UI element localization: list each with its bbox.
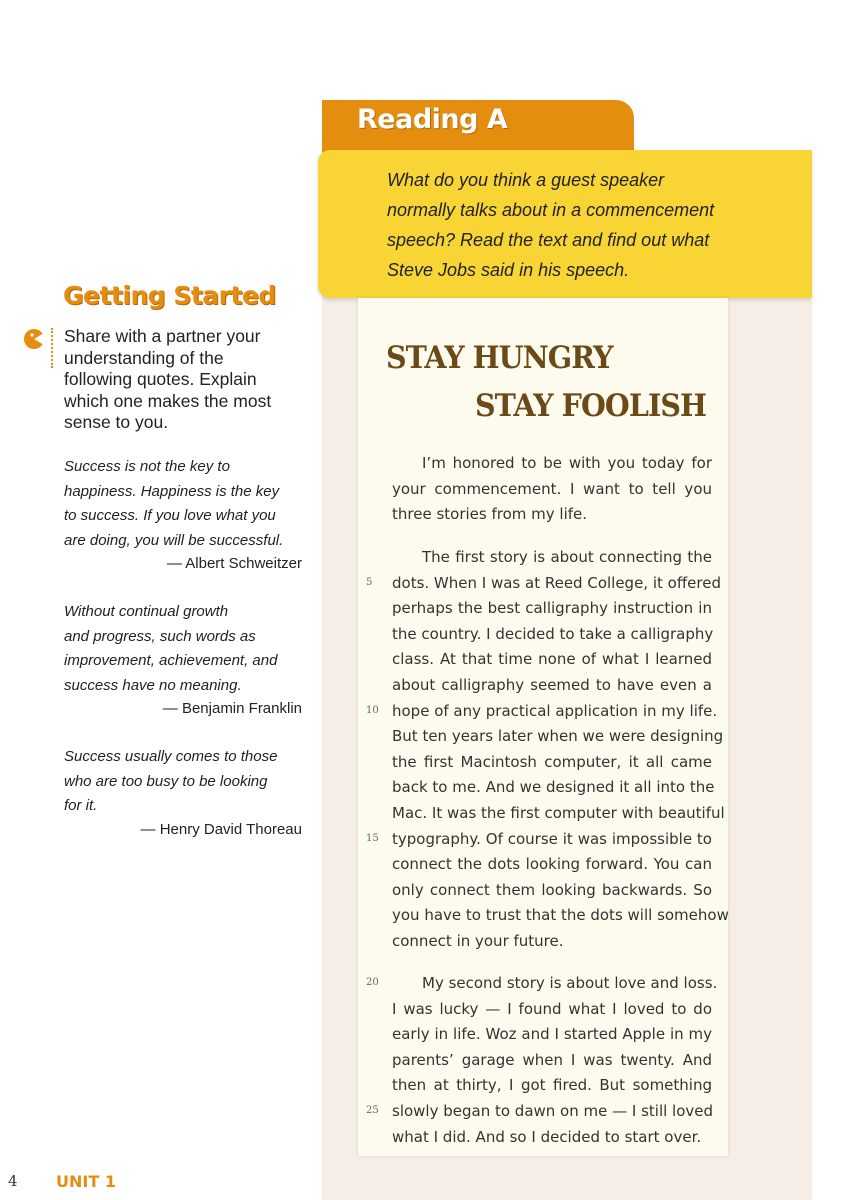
dotted-rule xyxy=(51,328,57,368)
text-line: connect in your future. xyxy=(392,931,564,950)
page-number: 4 xyxy=(8,1172,18,1190)
text-line: then at thirty, I got fired. But something xyxy=(392,1076,712,1095)
quote-line: are doing, you will be successful. xyxy=(64,531,284,549)
quote-2-author: — Benjamin Franklin xyxy=(162,700,302,717)
text-line: Mac. It was the first computer with beautiful xyxy=(392,803,725,822)
text-line: I’m honored to be with you today for xyxy=(422,454,712,472)
unit-label: UNIT 1 xyxy=(56,1172,116,1191)
instruction-line: following quotes. Explain xyxy=(64,369,257,389)
article-paragraph-2 xyxy=(392,545,729,955)
quote-line: to success. If you love what you xyxy=(64,507,276,524)
quote-1 xyxy=(64,455,304,553)
text-line: hope of any practical application in my life. xyxy=(392,701,718,720)
quote-line: for it. xyxy=(64,797,98,814)
line-number: 15 xyxy=(366,833,379,844)
text-line: what I did. And so I decided to start over. xyxy=(392,1127,702,1146)
text-line: The first story is about connecting the xyxy=(422,548,712,566)
quote-line: Success is not the key to xyxy=(64,458,230,475)
quote-line: who are too busy to be looking xyxy=(64,772,268,790)
article-title-line-2: STAY FOOLISH xyxy=(475,388,707,424)
quote-3-author: — Henry David Thoreau xyxy=(140,821,302,838)
prompt-line: Steve Jobs said in his speech. xyxy=(387,260,630,280)
text-line: three stories from my life. xyxy=(392,505,588,524)
line-number: 10 xyxy=(366,705,379,716)
instruction-line: which one makes the most xyxy=(64,390,272,411)
pre-reading-prompt xyxy=(387,165,787,285)
speech-bubble-icon xyxy=(24,329,44,349)
quote-2 xyxy=(64,600,304,698)
text-line: I was lucky — I found what I loved to do xyxy=(392,999,712,1018)
text-line: perhaps the best calligraphy instruction in xyxy=(392,599,712,618)
quote-3 xyxy=(64,745,304,819)
text-line: My second story is about love and loss. xyxy=(422,974,718,992)
text-line: dots. When I was at Reed College, it offered xyxy=(392,573,721,592)
text-line: slowly began to dawn on me — I still loved xyxy=(392,1101,714,1120)
quote-line: Without continual growth xyxy=(64,603,229,620)
text-line: the first Macintosh computer, it all came xyxy=(392,752,712,771)
instruction-line: sense to you. xyxy=(64,412,169,432)
quote-line: Success usually comes to those xyxy=(64,748,278,765)
getting-started-heading: Getting Started xyxy=(63,281,276,310)
quote-line: success have no meaning. xyxy=(64,676,242,694)
text-line: your commencement. I want to tell you xyxy=(392,479,712,498)
text-line: parents’ garage when I was twenty. And xyxy=(392,1050,712,1069)
line-number: 25 xyxy=(366,1105,379,1116)
article-paragraph-1 xyxy=(392,451,712,528)
text-line: the country. I decided to take a calligraphy xyxy=(392,624,714,643)
prompt-line: What do you think a guest speaker xyxy=(387,170,665,190)
reading-tab-title: Reading A xyxy=(357,104,508,135)
line-number: 5 xyxy=(366,577,373,588)
prompt-line: speech? Read the text and find out what xyxy=(387,230,710,250)
text-line: only connect them looking backwards. So xyxy=(392,880,712,899)
text-line: But ten years later when we were designing xyxy=(392,727,724,746)
quote-line: happiness. Happiness is the key xyxy=(64,482,280,500)
text-line: back to me. And we designed it all into the xyxy=(392,778,715,797)
discussion-instructions xyxy=(64,326,294,434)
line-number: 20 xyxy=(366,977,379,988)
instruction-line: Share with a partner your xyxy=(64,326,261,346)
text-line: you have to trust that the dots will somehow xyxy=(392,906,729,925)
article-title-line-1: STAY HUNGRY xyxy=(386,340,613,376)
text-line: about calligraphy seemed to have even a xyxy=(392,675,712,694)
text-line: connect the dots looking forward. You can xyxy=(392,855,712,874)
text-line: typography. Of course it was impossible to xyxy=(392,829,712,848)
instruction-line: understanding of the xyxy=(64,347,224,368)
article-paragraph-3 xyxy=(392,971,718,1150)
quote-line: and progress, such words as xyxy=(64,627,256,645)
text-line: early in life. Woz and I started Apple in my xyxy=(392,1025,712,1044)
quote-line: improvement, achievement, and xyxy=(64,652,278,669)
text-line: class. At that time none of what I learned xyxy=(392,650,712,669)
quote-1-author: — Albert Schweitzer xyxy=(166,555,302,572)
prompt-line: normally talks about in a commencement xyxy=(387,200,715,220)
